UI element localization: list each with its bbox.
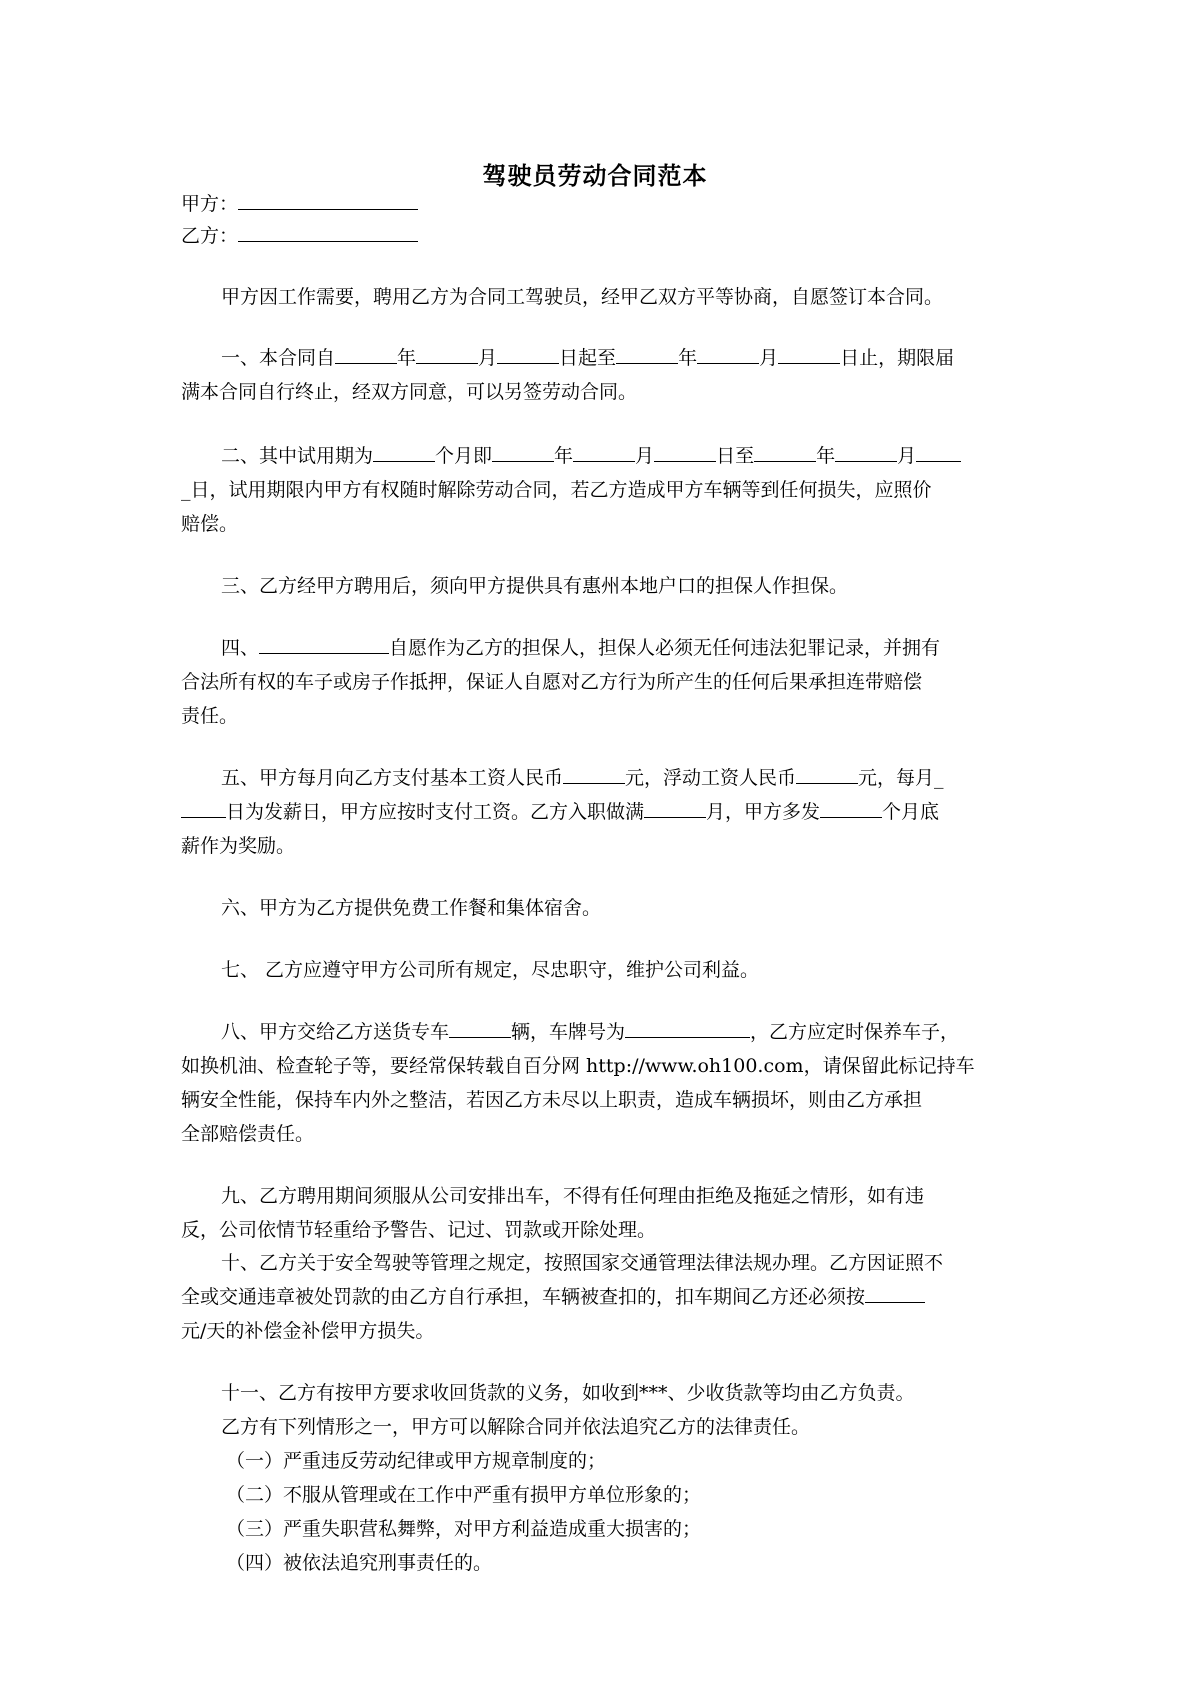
blank (865, 1281, 925, 1303)
clause-3: 三、乙方经甲方聘用后，须向甲方提供具有惠州本地户口的担保人作担保。 (221, 575, 849, 597)
clause-9-line-2: 反，公司依情节轻重给予警告、记过、罚款或开除处理。 (181, 1219, 657, 1241)
text: 个月底 (882, 801, 940, 823)
text: 月，甲方多发 (706, 801, 821, 823)
clause-2-line-2: _日，试用期限内甲方有权随时解除劳动合同，若乙方造成甲方车辆等到任何损失，应照价 (181, 479, 932, 501)
text: 一、本合同自 (221, 347, 336, 369)
text: 二、其中试用期为 (221, 445, 374, 467)
text: 年 (554, 445, 574, 467)
text: 全或交通违章被处罚款的由乙方自行承担，车辆被查扣的，扣车期间乙方还必须按 (181, 1286, 866, 1308)
clause-2-line-1 (221, 440, 1061, 472)
document-title: 驾驶员劳动合同范本 (482, 161, 708, 190)
text: 个月即 (435, 445, 493, 467)
clause-4-line-3: 责任。 (181, 705, 239, 727)
blank (573, 440, 635, 462)
text: 月 (759, 347, 779, 369)
blank (654, 440, 716, 462)
text: 四、 (221, 637, 260, 659)
blank (697, 342, 759, 364)
blank (563, 762, 625, 784)
clause-4-line-2: 合法所有权的车子或房子作抵押，保证人自愿对乙方行为所产生的任何后果承担连带赔偿 (181, 671, 923, 693)
clause-8-line-3: 辆安全性能，保持车内外之整洁，若因乙方未尽以上职责，造成车辆损坏，则由乙方承担 (181, 1089, 923, 1111)
clause-6: 六、甲方为乙方提供免费工作餐和集体宿舍。 (221, 897, 602, 919)
text: 月 (635, 445, 655, 467)
blank (181, 796, 226, 818)
blank (820, 796, 882, 818)
blank (335, 342, 397, 364)
blank (916, 440, 961, 462)
blank (449, 1016, 511, 1038)
termination-item-3: （三）严重失职营私舞弊，对甲方利益造成重大损害的； (226, 1518, 702, 1540)
text: 日起至 (559, 347, 617, 369)
party-b-blank (238, 220, 418, 242)
clause-8-line-2: 如换机油、检查轮子等，要经常保转载自百分网 http://www.oh100.com，请保留此标记持车 (181, 1055, 975, 1077)
clause-10-line-3: 元/天的补偿金补偿甲方损失。 (181, 1320, 435, 1342)
clause-5-line-1 (221, 762, 1061, 794)
blank (497, 342, 559, 364)
blank (416, 342, 478, 364)
party-b-label: 乙方： (181, 225, 239, 247)
text: 八、甲方交给乙方送货专车 (221, 1021, 450, 1043)
clause-10-line-1: 十、乙方关于安全驾驶等管理之规定，按照国家交通管理法律法规办理。乙方因证照不 (221, 1252, 944, 1274)
clause-9-line-1: 九、乙方聘用期间须服从公司安排出车，不得有任何理由拒绝及拖延之情形，如有违 (221, 1185, 925, 1207)
termination-item-2: （二）不服从管理或在工作中严重有损甲方单位形象的； (226, 1484, 702, 1506)
text: 日止，期限届 (840, 347, 955, 369)
party-a-blank (238, 188, 418, 210)
text: 日至 (716, 445, 755, 467)
party-a-line (181, 188, 1021, 220)
clause-5-line-3: 薪作为奖励。 (181, 835, 296, 857)
plate-number-blank (625, 1016, 750, 1038)
text: 日为发薪日，甲方应按时支付工资。乙方入职做满 (226, 801, 645, 823)
termination-item-4: （四）被依法追究刑事责任的。 (226, 1552, 493, 1574)
blank (616, 342, 678, 364)
blank (778, 342, 840, 364)
blank (835, 440, 897, 462)
blank (373, 440, 435, 462)
clause-4-line-1 (221, 632, 1061, 664)
clause-10-line-2 (181, 1281, 1021, 1313)
text: 辆，车牌号为 (511, 1021, 626, 1043)
party-b-line (181, 220, 1021, 252)
text: ，乙方应定时保养车子， (750, 1021, 960, 1043)
blank (644, 796, 706, 818)
clause-5-line-2 (181, 796, 1021, 828)
intro-paragraph: 甲方因工作需要，聘用乙方为合同工驾驶员，经甲乙双方平等协商，自愿签订本合同。 (221, 286, 944, 308)
clause-11: 十一、乙方有按甲方要求收回货款的义务，如收到***、少收货款等均由乙方负责。 (221, 1382, 915, 1404)
text: 元，浮动工资人民币 (625, 767, 797, 789)
clause-1-line-2: 满本合同自行终止，经双方同意，可以另签劳动合同。 (181, 381, 638, 403)
text: 五、甲方每月向乙方支付基本工资人民币 (221, 767, 564, 789)
text: 年 (678, 347, 698, 369)
text: 自愿作为乙方的担保人，担保人必须无任何违法犯罪记录，并拥有 (389, 637, 941, 659)
text: 年 (397, 347, 417, 369)
termination-intro: 乙方有下列情形之一，甲方可以解除合同并依法追究乙方的法律责任。 (221, 1416, 811, 1438)
clause-2-line-3: 赔偿。 (181, 513, 239, 535)
text: 月 (897, 445, 917, 467)
blank (796, 762, 858, 784)
text: 元，每月_ (858, 767, 944, 789)
blank (754, 440, 816, 462)
party-a-label: 甲方： (181, 193, 239, 215)
clause-1-line-1 (221, 342, 1061, 374)
text: 月 (478, 347, 498, 369)
text: 年 (816, 445, 836, 467)
guarantor-blank (259, 632, 389, 654)
clause-7: 七、 乙方应遵守甲方公司所有规定，尽忠职守，维护公司利益。 (221, 959, 760, 981)
termination-item-1: （一）严重违反劳动纪律或甲方规章制度的； (226, 1450, 607, 1472)
clause-8-line-1 (221, 1016, 1061, 1048)
clause-8-line-4: 全部赔偿责任。 (181, 1123, 315, 1145)
blank (492, 440, 554, 462)
